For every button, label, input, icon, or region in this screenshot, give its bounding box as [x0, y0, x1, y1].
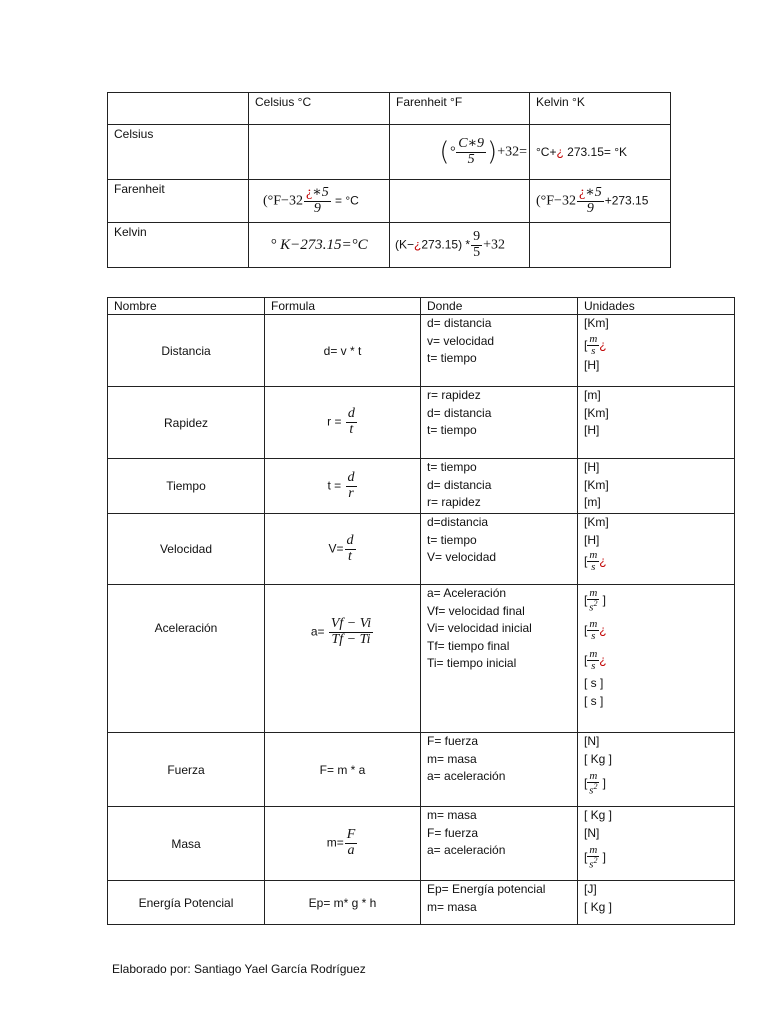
inverted-question-mark: ¿: [556, 145, 564, 159]
unit-line: [ $\frac{m}{s}$ ¿: [584, 648, 607, 673]
row-formula: d= v * t: [265, 315, 421, 387]
formula-lead: (°F−32: [536, 193, 576, 209]
unit-line: [H]: [584, 532, 600, 547]
temp-cell-c-f: (° $\frac{C∗9}{5}$ )+32=: [390, 125, 530, 180]
formula-lead: r =: [327, 414, 342, 429]
row-name: Fuerza: [108, 733, 265, 807]
donde-line: Ti= tiempo inicial: [427, 656, 517, 670]
formula-denominator: 9: [586, 200, 594, 216]
unit-line: [H]: [584, 357, 600, 372]
row-donde: [421, 733, 578, 807]
inverted-question-mark: ¿: [414, 237, 422, 252]
formula-lead: m=: [326, 835, 344, 850]
row-donde: [421, 807, 578, 881]
row-donde: [421, 315, 578, 387]
formula-numerator: 9: [473, 228, 481, 244]
row-units: [578, 733, 735, 807]
row-formula: [265, 514, 421, 585]
row-name: Rapidez: [108, 387, 265, 459]
formula-numerator: Vf − Vi: [330, 616, 372, 631]
temp-cell-f-k: [530, 180, 671, 223]
row-formula: Ep= m* g * h: [265, 881, 421, 925]
formula-numerator: d: [347, 469, 355, 485]
donde-line: r= rapidez: [427, 388, 481, 402]
donde-line: a= aceleración: [427, 843, 506, 857]
donde-line: v= velocidad: [427, 333, 495, 348]
temp-cell-c-k: [530, 125, 671, 180]
formula-numerator: C∗9: [458, 135, 485, 151]
row-formula: [265, 807, 421, 881]
unit-line: [Km]: [584, 515, 609, 529]
donde-line: t= tiempo: [427, 532, 477, 547]
donde-line: Tf= tiempo final: [427, 638, 510, 653]
row-donde: [421, 459, 578, 514]
row-units: [578, 315, 735, 387]
row-name: Energía Potencial: [108, 881, 265, 925]
temp-header-celsius: Celsius °C: [249, 93, 390, 125]
formula-lead: (K−: [395, 237, 415, 252]
unit-line: [N]: [584, 825, 600, 840]
formula-lead: V=: [328, 541, 344, 556]
temp-cell-k-f: [390, 223, 530, 268]
physics-header-formula: Formula: [265, 298, 421, 315]
row-name: Distancia: [108, 315, 265, 387]
row-name: Aceleración: [108, 585, 265, 733]
unit-line: [ Kg ]: [584, 751, 613, 766]
temp-header-kelvin: Kelvin °K: [530, 93, 671, 125]
donde-line: t= tiempo: [427, 460, 477, 474]
unit-line: [ $\frac{m}{s^2}$ ]: [584, 844, 606, 871]
formula-numerator: d: [346, 532, 354, 548]
donde-line: m= masa: [427, 808, 477, 822]
row-formula: [265, 585, 421, 733]
row-donde: [421, 514, 578, 585]
formula-lead: (°F−32: [263, 193, 303, 209]
row-formula: [265, 459, 421, 514]
formula-tail: 273.15= °K: [563, 145, 628, 159]
formula-text: ° K−273.15=°C: [270, 236, 368, 253]
formula-lead: °C+: [536, 145, 557, 159]
temperature-table: [107, 92, 671, 268]
row-units: [578, 585, 735, 733]
temp-cell-c-c: [249, 125, 390, 180]
donde-line: t= tiempo: [427, 351, 477, 365]
temp-header-farenheit: Farenheit °F: [390, 93, 530, 125]
unit-line: [Km]: [584, 477, 609, 492]
temp-cell-f-f: [390, 180, 530, 223]
donde-line: Vf= velocidad final: [427, 603, 525, 618]
unit-line: [ $\frac{m}{s^2}$ ]: [584, 587, 606, 614]
donde-line: F= fuerza: [427, 734, 479, 748]
donde-line: Ep= Energía potencial: [427, 882, 546, 896]
unit-line: [N]: [584, 734, 600, 748]
temp-row-label-kelvin: Kelvin: [108, 223, 249, 268]
unit-line: [ s ]: [584, 676, 604, 690]
row-units: [578, 514, 735, 585]
row-formula: [265, 387, 421, 459]
donde-line: Vi= velocidad inicial: [427, 621, 532, 635]
unit-line: [m]: [584, 495, 601, 509]
unit-line: [ $\frac{m}{s}$ ¿: [584, 332, 607, 357]
donde-line: a= Aceleración: [427, 586, 507, 600]
unit-line: [H]: [584, 460, 600, 474]
formula-numerator: ¿∗5: [578, 184, 602, 200]
row-units: [578, 459, 735, 514]
formula-numerator: d: [347, 406, 355, 422]
formula-numerator: F: [346, 827, 356, 843]
formula-lead: t =: [327, 478, 342, 493]
unit-line: [J]: [584, 882, 597, 896]
unit-line: [ Kg ]: [584, 899, 613, 914]
donde-line: V= velocidad: [427, 550, 497, 564]
formula-tail: +273.15: [604, 193, 649, 208]
author-credit: Elaborado por: Santiago Yael García Rodríguez: [112, 962, 366, 976]
temp-row-label-celsius: Celsius: [108, 125, 249, 180]
row-units: [578, 881, 735, 925]
donde-line: F= fuerza: [427, 825, 479, 840]
row-formula: F= m * a: [265, 733, 421, 807]
physics-header-nombre: Nombre: [108, 298, 265, 315]
formula-numerator: ¿∗5: [305, 184, 329, 200]
row-name: Masa: [108, 807, 265, 881]
unit-line: [ $\frac{m}{s^2}$ ]: [584, 770, 606, 797]
physics-header-unidades: Unidades: [578, 298, 735, 315]
formula-mid: 273.15) *: [421, 237, 471, 252]
row-units: [578, 807, 735, 881]
donde-line: d= distancia: [427, 316, 492, 330]
formula-tail: = °C: [331, 193, 359, 208]
unit-line: [ s ]: [584, 693, 604, 708]
temp-cell-k-k: [530, 223, 671, 268]
donde-line: a= aceleración: [427, 769, 506, 783]
unit-line: [ Kg ]: [584, 808, 613, 822]
physics-table: [107, 297, 735, 925]
temp-row-label-farenheit: Farenheit: [108, 180, 249, 223]
row-units: [578, 387, 735, 459]
formula-tail: +32: [483, 237, 505, 253]
temp-cell-f-c: [249, 180, 390, 223]
unit-line: [ $\frac{m}{s}$ ¿: [584, 618, 607, 643]
row-name: Tiempo: [108, 459, 265, 514]
row-name: Velocidad: [108, 514, 265, 585]
row-donde: [421, 387, 578, 459]
formula-lead: a=: [310, 624, 325, 639]
temp-cell-k-c: [249, 223, 390, 268]
row-donde: [421, 881, 578, 925]
formula-denominator: Tf − Ti: [331, 631, 371, 647]
donde-line: d= distancia: [427, 405, 492, 420]
formula-denominator: a: [347, 843, 355, 858]
unit-line: [H]: [584, 423, 600, 437]
row-donde: [421, 585, 578, 733]
formula-tail: +32=: [497, 144, 527, 160]
unit-line: [m]: [584, 388, 601, 402]
donde-line: r= rapidez: [427, 495, 481, 509]
formula-denominator: t: [349, 422, 354, 437]
unit-line: [ $\frac{m}{s}$ ¿: [584, 549, 607, 574]
formula-denominator: 9: [313, 200, 321, 216]
donde-line: d= distancia: [427, 477, 492, 492]
physics-header-donde: Donde: [421, 298, 578, 315]
formula-denominator: 5: [467, 151, 475, 167]
formula-denominator: t: [348, 548, 352, 564]
unit-line: [Km]: [584, 405, 609, 420]
donde-line: d=distancia: [427, 515, 489, 529]
formula-denominator: r: [348, 485, 354, 501]
temp-header-empty: [108, 93, 249, 125]
donde-line: m= masa: [427, 899, 477, 914]
formula-denominator: 5: [473, 244, 481, 260]
donde-line: m= masa: [427, 751, 477, 766]
unit-line: [Km]: [584, 316, 609, 330]
donde-line: t= tiempo: [427, 423, 477, 437]
